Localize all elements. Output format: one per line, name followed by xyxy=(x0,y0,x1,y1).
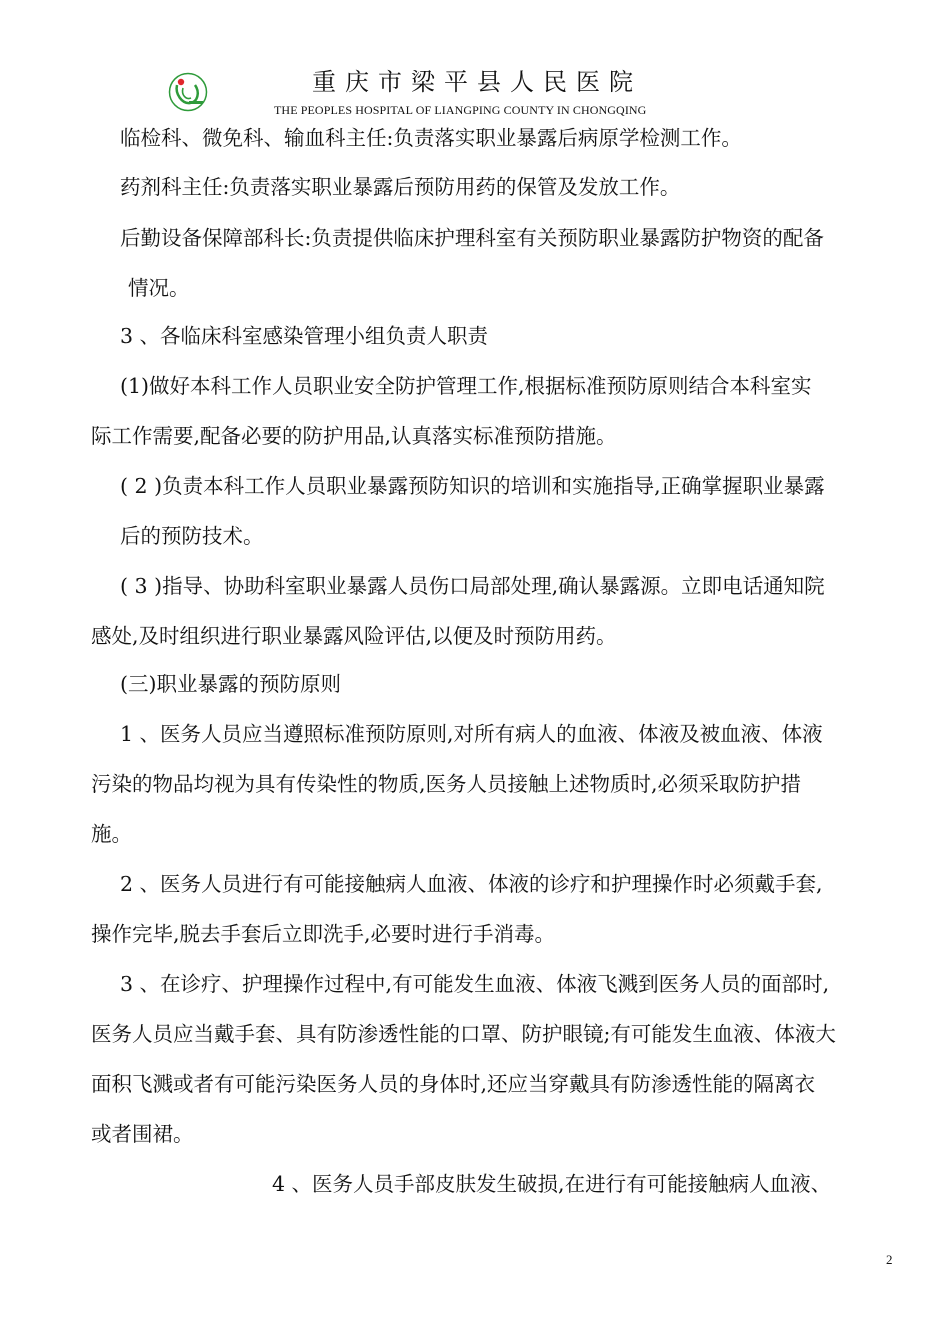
paragraph-line: ( 3 )指导、协助科室职业暴露人员伤口局部处理,确认暴露源。立即电话通知院 xyxy=(120,574,825,598)
paragraph-line: (1)做好本科工作人员职业安全防护管理工作,根据标准预防原则结合本科室实 xyxy=(120,374,812,398)
paragraph-line: 3 、在诊疗、护理操作过程中,有可能发生血液、体液飞溅到医务人员的面部时, xyxy=(120,972,830,996)
section-heading: (三)职业暴露的预防原则 xyxy=(120,672,341,696)
paragraph-line: 医务人员应当戴手套、具有防渗透性能的口罩、防护眼镜;有可能发生血液、体液大 xyxy=(91,1022,836,1046)
paragraph-line: 后的预防技术。 xyxy=(120,524,264,548)
paragraph-line: 药剂科主任:负责落实职业暴露后预防用药的保管及发放工作。 xyxy=(120,175,681,199)
paragraph-line: 或者围裙。 xyxy=(91,1122,194,1146)
paragraph-line: 际工作需要,配备必要的防护用品,认真落实标准预防措施。 xyxy=(91,424,617,448)
hospital-name-cn: 重庆市梁平县人民医院 xyxy=(312,68,642,96)
paragraph-line: 后勤设备保障部科长:负责提供临床护理科室有关预防职业暴露防护物资的配备 xyxy=(120,226,824,250)
paragraph-line: 情况。 xyxy=(128,276,190,300)
hospital-logo-icon xyxy=(168,72,208,112)
paragraph-line: 1 、医务人员应当遵照标准预防原则,对所有病人的血液、体液及被血液、体液 xyxy=(120,722,823,746)
paragraph-line: 感处,及时组织进行职业暴露风险评估,以便及时预防用药。 xyxy=(91,624,617,648)
paragraph-line: 面积飞溅或者有可能污染医务人员的身体时,还应当穿戴具有防渗透性能的隔离衣 xyxy=(91,1072,816,1096)
hospital-name-en: THE PEOPLES HOSPITAL OF LIANGPING COUNTY IN CHONGQING xyxy=(274,103,647,117)
paragraph-line: 4 、医务人员手部皮肤发生破损,在进行有可能接触病人血液、 xyxy=(272,1172,832,1196)
section-heading: 3 、各临床科室感染管理小组负责人职责 xyxy=(120,324,489,348)
paragraph-line: 2 、医务人员进行有可能接触病人血液、体液的诊疗和护理操作时必须戴手套, xyxy=(120,872,823,896)
paragraph-line: 操作完毕,脱去手套后立即洗手,必要时进行手消毒。 xyxy=(91,922,556,946)
paragraph-line: 污染的物品均视为具有传染性的物质,医务人员接触上述物质时,必须采取防护措 xyxy=(91,772,802,796)
paragraph-line: 施。 xyxy=(91,822,132,846)
paragraph-line: 临检科、微免科、输血科主任:负责落实职业暴露后病原学检测工作。 xyxy=(120,126,742,150)
page-number: 2 xyxy=(886,1252,893,1267)
paragraph-line: ( 2 )负责本科工作人员职业暴露预防知识的培训和实施指导,正确掌握职业暴露 xyxy=(120,474,825,498)
